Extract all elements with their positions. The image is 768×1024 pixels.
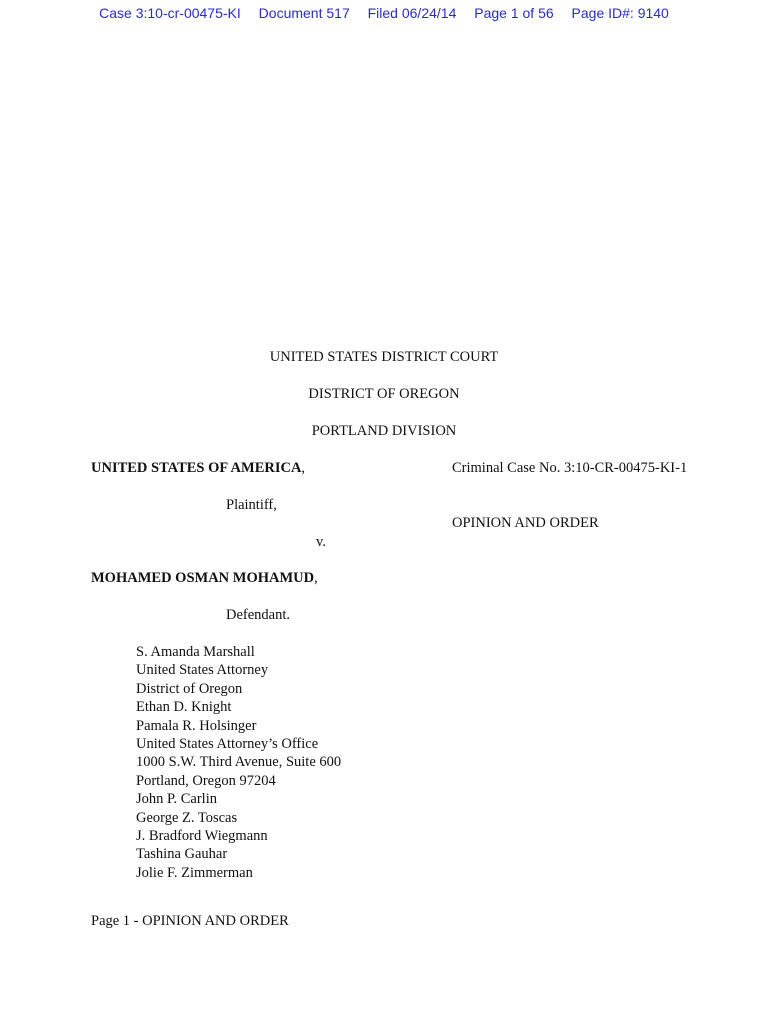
counsel-line: J. Bradford Wiegmann <box>136 828 268 845</box>
plaintiff-name: UNITED STATES OF AMERICA <box>91 460 302 476</box>
counsel-line: Portland, Oregon 97204 <box>136 772 276 789</box>
stamp-document-number: Document 517 <box>258 5 350 21</box>
court-division: PORTLAND DIVISION <box>311 423 457 439</box>
ecf-header-stamp <box>0 5 768 21</box>
counsel-line: Ethan D. Knight <box>136 699 232 716</box>
counsel-line: United States Attorney <box>136 662 269 679</box>
versus: v. <box>316 534 326 550</box>
counsel-line: S. Amanda Marshall <box>136 644 255 660</box>
counsel-line: John P. Carlin <box>136 791 217 808</box>
plaintiff-line: UNITED STATES OF AMERICA, <box>91 460 306 476</box>
counsel-line: Pamala R. Holsinger <box>136 717 257 734</box>
stamp-page-id: Page ID#: 9140 <box>571 5 669 21</box>
stamp-page-count: Page 1 of 56 <box>474 5 554 21</box>
defendant-role: Defendant. <box>226 607 291 623</box>
defendant-line: MOHAMED OSMAN MOHAMUD, <box>91 570 318 586</box>
counsel-line: 1000 S.W. Third Avenue, Suite 600 <box>136 754 342 771</box>
counsel-line: Tashina Gauhar <box>136 846 228 863</box>
counsel-line: United States Attorney’s Office <box>136 736 319 753</box>
document-title: OPINION AND ORDER <box>452 515 599 531</box>
defendant-name: MOHAMED OSMAN MOHAMUD <box>91 570 315 586</box>
stamp-case-number: Case 3:10-cr-00475-KI <box>99 5 241 21</box>
counsel-line: George Z. Toscas <box>136 809 238 826</box>
page-footer: Page 1 - OPINION AND ORDER <box>91 913 289 929</box>
counsel-block <box>136 643 341 882</box>
court-name: UNITED STATES DISTRICT COURT <box>269 349 499 365</box>
stamp-filed-date: Filed 06/24/14 <box>367 5 457 21</box>
counsel-line: District of Oregon <box>136 680 243 697</box>
court-district: DISTRICT OF OREGON <box>308 386 460 402</box>
counsel-line: Jolie F. Zimmerman <box>136 864 253 881</box>
plaintiff-role: Plaintiff, <box>226 497 277 513</box>
case-number: Criminal Case No. 3:10-CR-00475-KI-1 <box>452 460 688 476</box>
